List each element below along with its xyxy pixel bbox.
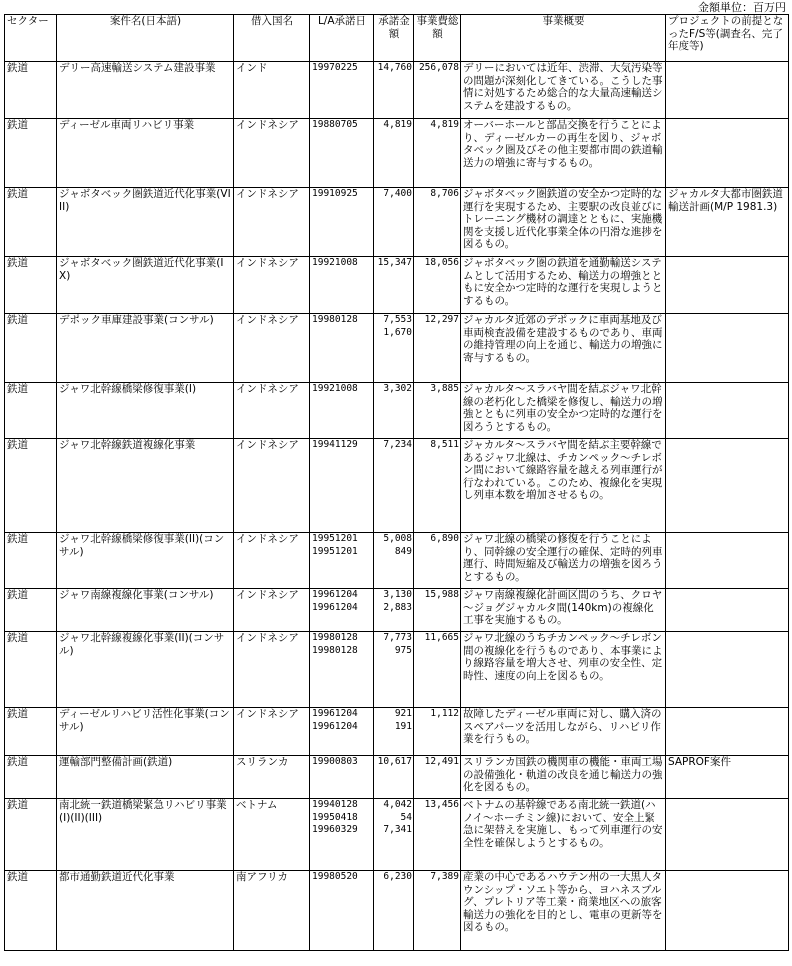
table-row (5, 756, 789, 799)
cell-date: 19961204 19961204 (310, 589, 374, 632)
cell-date: 19900803 (310, 756, 374, 799)
cell-summary: ジャボタベック圏の鉄道を通勤輸送システムとして活用するため、輸送力の増強とともに安全かつ定時的な運行を実現しようとするもの。 (461, 257, 666, 314)
cell-fs (666, 589, 789, 632)
header-date: L/A承諾日 (310, 15, 374, 62)
cell-country: インドネシア (234, 533, 310, 589)
cell-cost: 13,456 (414, 799, 461, 871)
cell-cost: 6,890 (414, 533, 461, 589)
cell-cost: 18,056 (414, 257, 461, 314)
cell-date: 19941129 (310, 439, 374, 533)
cell-amount: 7,773 975 (374, 632, 414, 708)
cell-fs (666, 439, 789, 533)
header-country: 借入国名 (234, 15, 310, 62)
cell-country: インドネシア (234, 314, 310, 383)
cell-sector: 鉄道 (5, 756, 57, 799)
table-row (5, 632, 789, 708)
cell-cost: 4,819 (414, 119, 461, 188)
cell-fs (666, 257, 789, 314)
cell-sector: 鉄道 (5, 632, 57, 708)
cell-summary: 産業の中心であるハウテン州の一大黒人タウンシップ・ソエト等から、ヨハネスブルグ、プレトリア等工業・商業地区への旅客輸送力の強化を目的とし、電車の更新等を図るもの。 (461, 871, 666, 951)
cell-name: ジャワ南線複線化事業(コンサル) (57, 589, 234, 632)
table-row (5, 119, 789, 188)
cell-sector: 鉄道 (5, 439, 57, 533)
cell-fs (666, 708, 789, 756)
cell-country: インドネシア (234, 383, 310, 439)
table-row (5, 383, 789, 439)
cell-sector: 鉄道 (5, 871, 57, 951)
cell-amount: 7,234 (374, 439, 414, 533)
cell-sector: 鉄道 (5, 257, 57, 314)
cell-country: 南アフリカ (234, 871, 310, 951)
cell-amount: 7,553 1,670 (374, 314, 414, 383)
table-row (5, 439, 789, 533)
cell-country: インドネシア (234, 708, 310, 756)
table-row (5, 62, 789, 119)
cell-summary: ジャカルタ～スラバヤ間を結ぶジャワ北幹線の老朽化した橋梁を修復し、輸送力の増強とともに列車の安全かつ定時的な運行を図ろうとするもの。 (461, 383, 666, 439)
cell-amount: 4,819 (374, 119, 414, 188)
cell-sector: 鉄道 (5, 799, 57, 871)
cell-summary: オーバーホールと部品交換を行うことにより、ディーゼルカーの再生を図り、ジャボタベック圏及びその他主要都市間の鉄道輸送力の増強に寄与するもの。 (461, 119, 666, 188)
cell-name: ジャワ北幹線複線化事業(II)(コンサル) (57, 632, 234, 708)
header-fs: プロジェクトの前提となったF/S等(調査名、完了年度等) (666, 15, 789, 62)
table-body (5, 62, 789, 951)
cell-name: ジャワ北幹線橋梁修復事業(I) (57, 383, 234, 439)
cell-sector: 鉄道 (5, 533, 57, 589)
cell-summary: スリランカ国鉄の機関車の機能・車両工場の設備強化・軌道の改良を通じ輸送力の強化を図るもの。 (461, 756, 666, 799)
table-row (5, 799, 789, 871)
cell-fs (666, 799, 789, 871)
header-summary: 事業概要 (461, 15, 666, 62)
cell-cost: 12,491 (414, 756, 461, 799)
cell-country: インド (234, 62, 310, 119)
header-name: 案件名(日本語) (57, 15, 234, 62)
cell-amount: 4,042 54 7,341 (374, 799, 414, 871)
cell-cost: 1,112 (414, 708, 461, 756)
cell-amount: 14,760 (374, 62, 414, 119)
cell-amount: 5,008 849 (374, 533, 414, 589)
cell-amount: 6,230 (374, 871, 414, 951)
cell-country: インドネシア (234, 439, 310, 533)
cell-sector: 鉄道 (5, 314, 57, 383)
table-row (5, 257, 789, 314)
cell-name: ディーゼルリハビリ活性化事業(コンサル) (57, 708, 234, 756)
table-row (5, 708, 789, 756)
cell-amount: 3,302 (374, 383, 414, 439)
table-row (5, 589, 789, 632)
cell-summary: ジャカルタ近郊のデポックに車両基地及び車両検査設備を建設するものであり、車両の維持管理の向上を通じ、輸送力の増強に寄与するもの。 (461, 314, 666, 383)
cell-amount: 921 191 (374, 708, 414, 756)
cell-fs (666, 533, 789, 589)
cell-sector: 鉄道 (5, 708, 57, 756)
cell-fs (666, 314, 789, 383)
header-row (5, 15, 789, 62)
cell-country: インドネシア (234, 589, 310, 632)
cell-sector: 鉄道 (5, 589, 57, 632)
cell-name: デリー高速輸送システム建設事業 (57, 62, 234, 119)
cell-name: 都市通勤鉄道近代化事業 (57, 871, 234, 951)
cell-country: スリランカ (234, 756, 310, 799)
cell-date: 19880705 (310, 119, 374, 188)
cell-cost: 12,297 (414, 314, 461, 383)
header-sector: セクター (5, 15, 57, 62)
cell-fs: ジャカルタ大都市圏鉄道輸送計画(M/P 1981.3) (666, 188, 789, 257)
cell-summary: 故障したディーゼル車両に対し、購入済のスペアパーツを活用しながら、リハビリ作業を行うもの。 (461, 708, 666, 756)
cell-fs (666, 871, 789, 951)
cell-date: 19980128 19980128 (310, 632, 374, 708)
cell-name: ジャワ北幹線鉄道複線化事業 (57, 439, 234, 533)
cell-date: 19921008 (310, 257, 374, 314)
cell-name: ジャワ北幹線橋梁修復事業(II)(コンサル) (57, 533, 234, 589)
project-table (4, 14, 789, 951)
cell-name: デポック車庫建設事業(コンサル) (57, 314, 234, 383)
cell-date: 19980520 (310, 871, 374, 951)
cell-summary: ベトナムの基幹線である南北統一鉄道(ハノイ～ホーチミン線)において、安全上緊急に架替えを実施し、もって列車運行の安全性を確保しようとするもの。 (461, 799, 666, 871)
cell-summary: ジャワ北線のうちチカンペック～チレボン間の複線化を行うものであり、本事業により線路容量を増大させ、列車の安全性、定時性、速度の向上を図るもの。 (461, 632, 666, 708)
table-row (5, 188, 789, 257)
cell-amount: 3,130 2,883 (374, 589, 414, 632)
table-row (5, 533, 789, 589)
cell-country: インドネシア (234, 188, 310, 257)
cell-cost: 8,706 (414, 188, 461, 257)
cell-sector: 鉄道 (5, 62, 57, 119)
cell-summary: ジャボタベック圏鉄道の安全かつ定時的な運行を実現するため、主要駅の改良並びにトレーニング機材の調達とともに、実施機関を支援し近代化事業全体の円滑な進捗を図るもの。 (461, 188, 666, 257)
cell-fs (666, 62, 789, 119)
cell-sector: 鉄道 (5, 188, 57, 257)
cell-date: 19980128 (310, 314, 374, 383)
cell-cost: 256,078 (414, 62, 461, 119)
cell-name: 南北統一鉄道橋梁緊急リハビリ事業(I)(II)(III) (57, 799, 234, 871)
cell-cost: 11,665 (414, 632, 461, 708)
header-amount: 承諾金額 (374, 15, 414, 62)
cell-cost: 8,511 (414, 439, 461, 533)
cell-country: ベトナム (234, 799, 310, 871)
cell-cost: 3,885 (414, 383, 461, 439)
cell-amount: 10,617 (374, 756, 414, 799)
cell-date: 19961204 19961204 (310, 708, 374, 756)
cell-fs (666, 119, 789, 188)
table-row (5, 314, 789, 383)
cell-name: ジャボタベック圏鉄道近代化事業(IX) (57, 257, 234, 314)
cell-cost: 7,389 (414, 871, 461, 951)
cell-country: インドネシア (234, 257, 310, 314)
cell-country: インドネシア (234, 119, 310, 188)
cell-date: 19970225 (310, 62, 374, 119)
cell-sector: 鉄道 (5, 119, 57, 188)
cell-name: 運輸部門整備計画(鉄道) (57, 756, 234, 799)
cell-name: ディーゼル車両リハビリ事業 (57, 119, 234, 188)
cell-amount: 15,347 (374, 257, 414, 314)
table-row (5, 871, 789, 951)
cell-fs: SAPROF案件 (666, 756, 789, 799)
cell-sector: 鉄道 (5, 383, 57, 439)
cell-amount: 7,400 (374, 188, 414, 257)
cell-summary: ジャワ南線複線化計画区間のうち、クロヤ～ジョグジャカルタ間(140km)の複線化工事を実施するもの。 (461, 589, 666, 632)
cell-date: 19940128 19950418 19960329 (310, 799, 374, 871)
cell-summary: デリーにおいては近年、渋滞、大気汚染等の問題が深刻化してきている。こうした事情に対処するため総合的な大量高速輸送システムを建設するもの。 (461, 62, 666, 119)
cell-fs (666, 632, 789, 708)
cell-date: 19951201 19951201 (310, 533, 374, 589)
cell-date: 19921008 (310, 383, 374, 439)
cell-country: インドネシア (234, 632, 310, 708)
cell-fs (666, 383, 789, 439)
unit-note: 金額単位：百万円 (698, 1, 786, 14)
cell-name: ジャボタベック圏鉄道近代化事業(VIII) (57, 188, 234, 257)
cell-summary: ジャカルタ～スラバヤ間を結ぶ主要幹線であるジャワ北線は、チカンペック～チレボン間において線路容量を越える列車運行が行なわれている。このため、複線化を実現し列車本数を増加させるもの。 (461, 439, 666, 533)
header-cost: 事業費総額 (414, 15, 461, 62)
cell-date: 19910925 (310, 188, 374, 257)
cell-summary: ジャワ北線の橋梁の修復を行うことにより、同幹線の安全運行の確保、定時的列車運行、時間短縮及び輸送力の増強を図ろうとするもの。 (461, 533, 666, 589)
cell-cost: 15,988 (414, 589, 461, 632)
